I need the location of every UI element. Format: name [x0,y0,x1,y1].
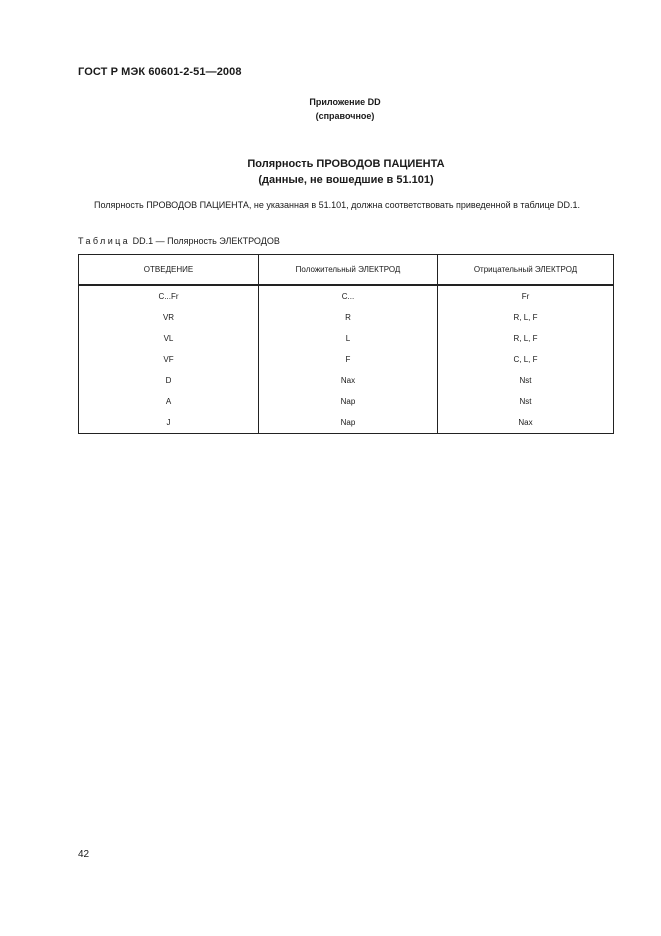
negative-electrode-cell: C, L, F [438,349,614,370]
negative-electrode-cell: Fr [438,285,614,307]
table-row [79,412,614,434]
positive-electrode-cell: Nap [259,391,438,412]
positive-electrode-cell: C... [259,285,438,307]
table-caption-prefix: Таблица [78,236,131,246]
negative-electrode-cell: Nst [438,391,614,412]
table-row [79,391,614,412]
appendix-type: (справочное) [315,111,375,121]
section-title-line2: (данные, не вошедшие в 51.101) [258,174,434,186]
table-row [79,328,614,349]
table-row [79,285,614,307]
table-row [79,349,614,370]
positive-electrode-cell: Nap [259,412,438,434]
document-header: ГОСТ Р МЭК 60601-2-51—2008 [78,66,242,78]
negative-electrode-cell: R, L, F [438,307,614,328]
lead-cell: VL [79,328,259,349]
lead-cell: VR [79,307,259,328]
lead-cell: J [79,412,259,434]
table-caption [78,236,280,246]
appendix-heading [0,95,661,123]
column-header-positive: Положительный ЭЛЕКТРОД [259,255,438,286]
positive-electrode-cell: F [259,349,438,370]
positive-electrode-cell: L [259,328,438,349]
body-paragraph: Полярность ПРОВОДОВ ПАЦИЕНТА, не указанная в 51.101, должна соответствовать приведенной в таблице DD.1. [94,200,581,210]
electrode-polarity-table [78,254,614,434]
lead-cell: VF [79,349,259,370]
section-title [0,156,661,188]
lead-cell: D [79,370,259,391]
table-header-row [79,255,614,286]
positive-electrode-cell: R [259,307,438,328]
lead-cell: A [79,391,259,412]
page-number: 42 [78,849,90,860]
section-title-line1: Полярность ПРОВОДОВ ПАЦИЕНТА [247,158,445,170]
positive-electrode-cell: Nax [259,370,438,391]
lead-cell: C...Fr [79,285,259,307]
table-row [79,370,614,391]
negative-electrode-cell: Nst [438,370,614,391]
table-caption-text: DD.1 — Полярность ЭЛЕКТРОДОВ [130,236,280,246]
table-row [79,307,614,328]
negative-electrode-cell: R, L, F [438,328,614,349]
negative-electrode-cell: Nax [438,412,614,434]
appendix-title: Приложение DD [309,97,381,107]
column-header-lead: ОТВЕДЕНИЕ [79,255,259,286]
column-header-negative: Отрицательный ЭЛЕКТРОД [438,255,614,286]
